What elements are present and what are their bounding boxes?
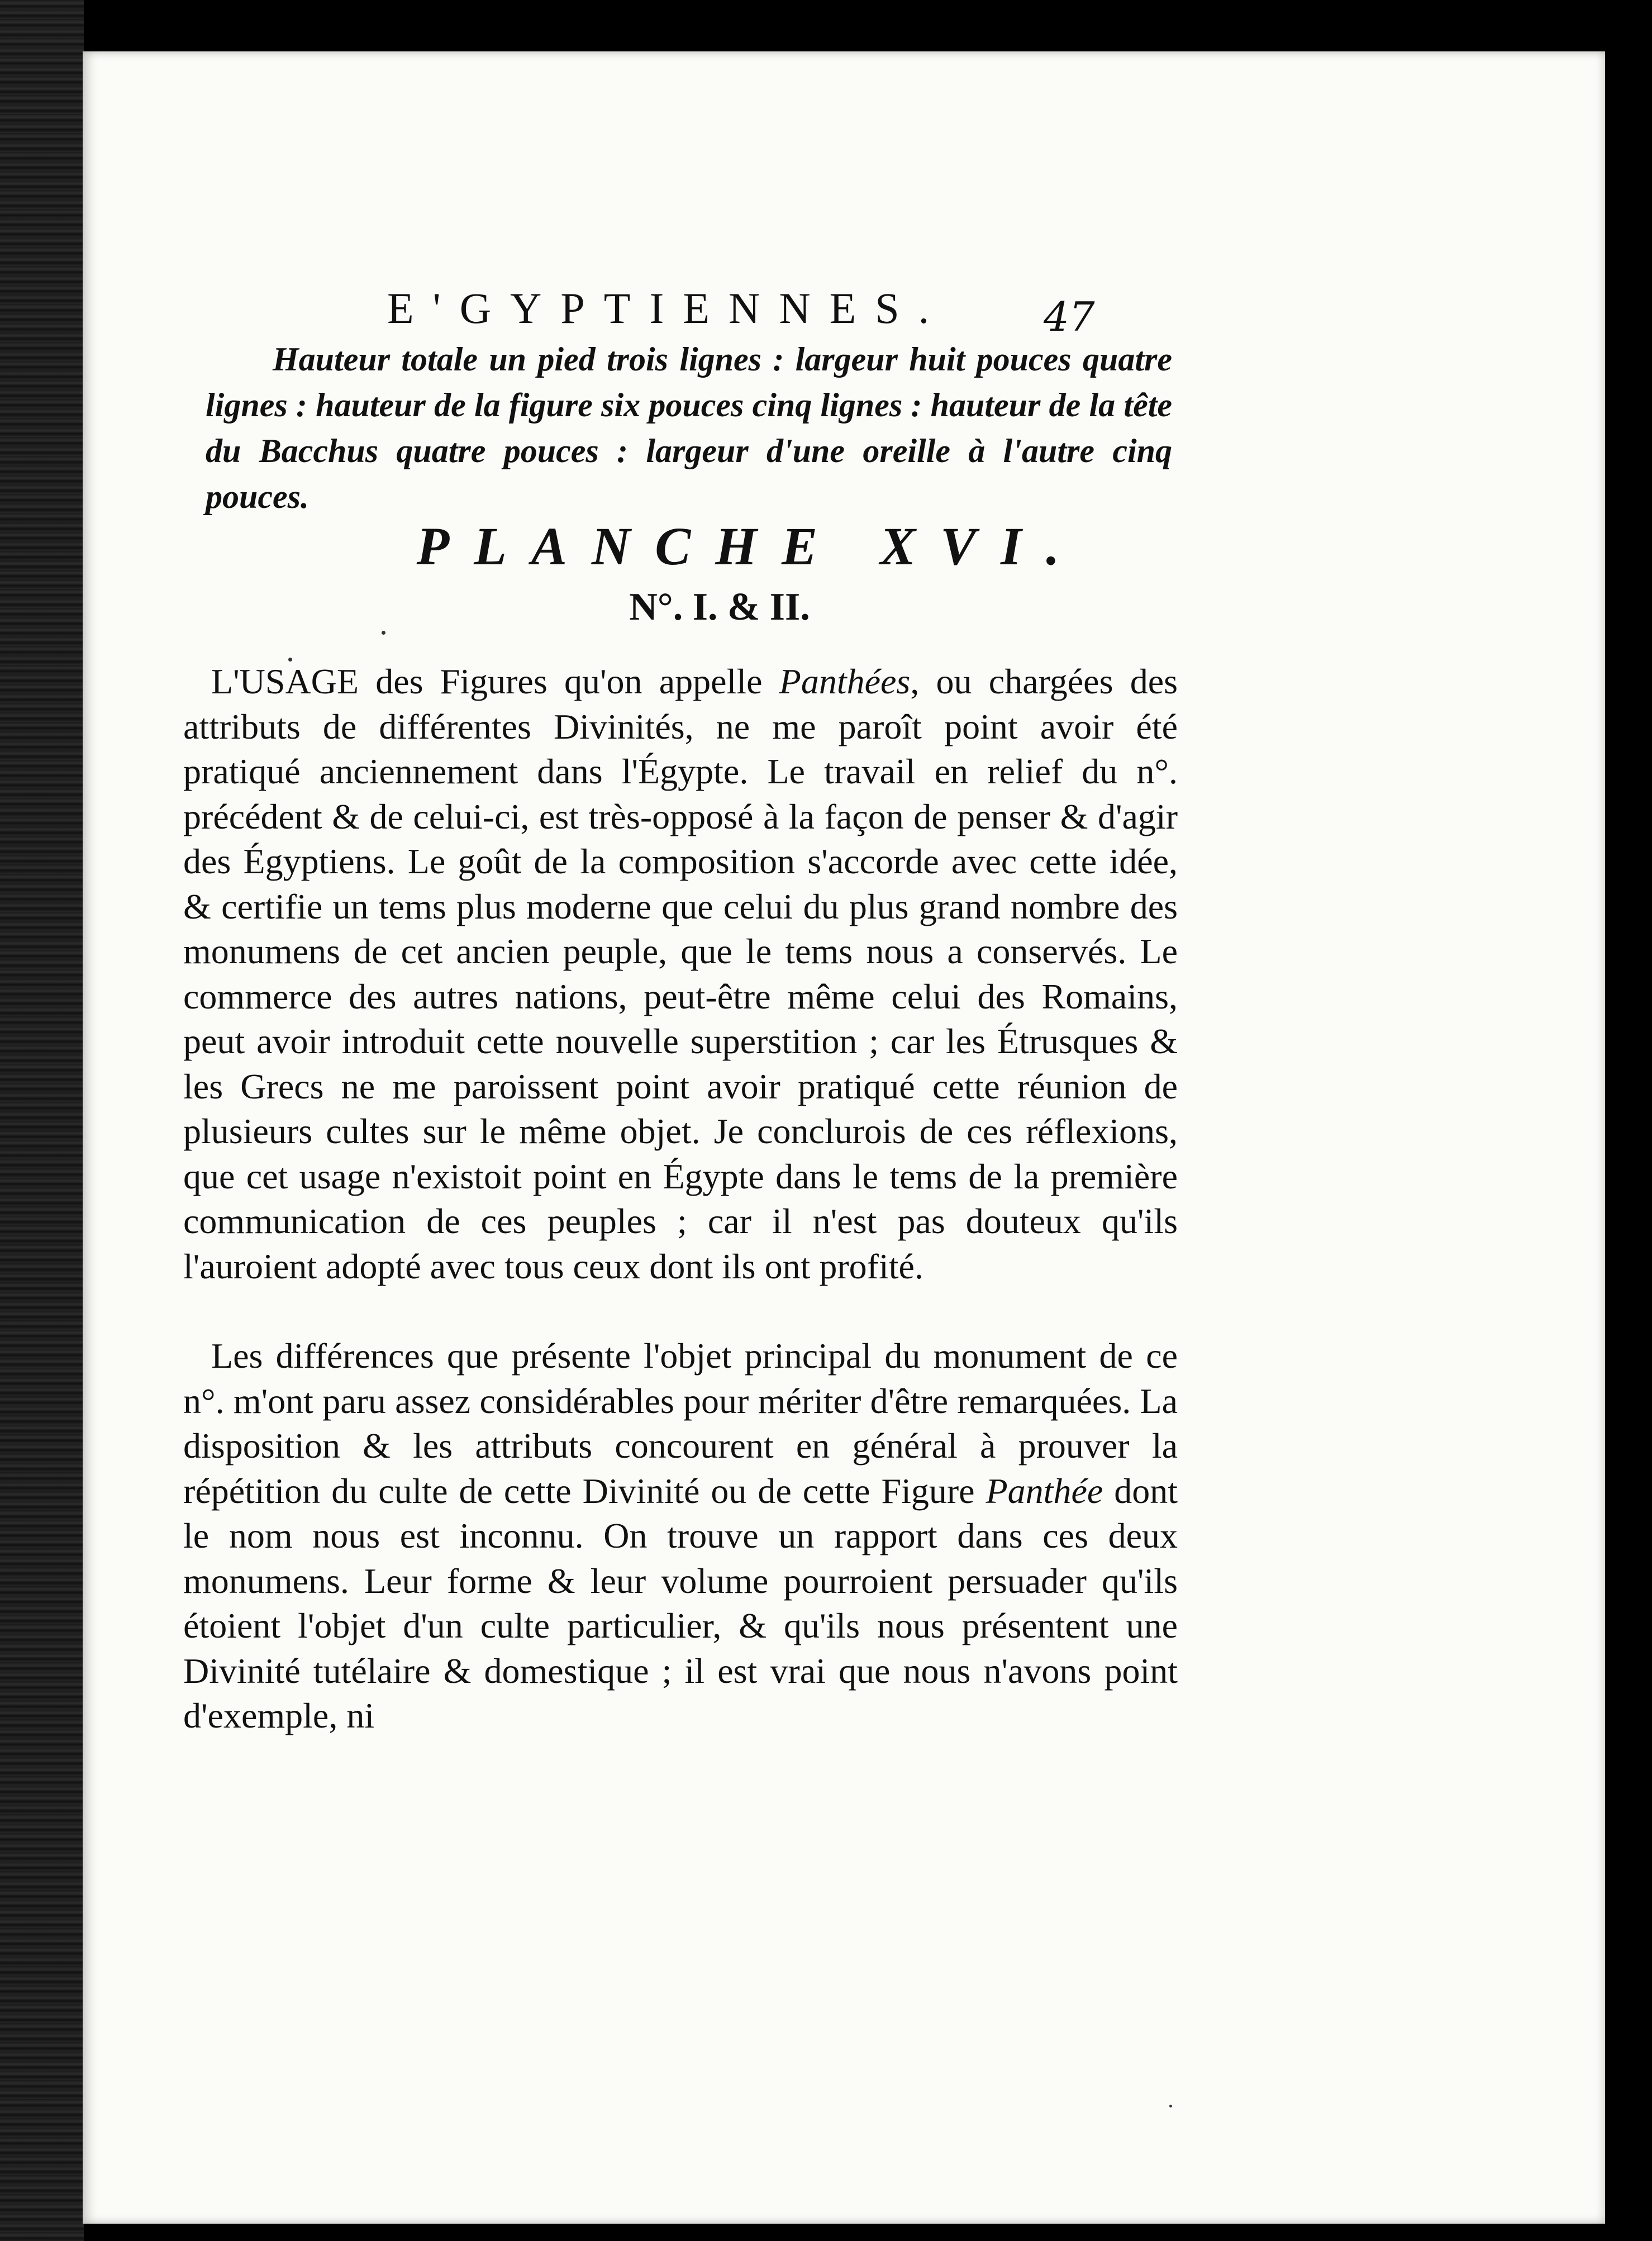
running-head [83,283,1605,340]
paragraph-2-text-a: Les différences que présente l'objet principal du monument de ce n°. m'ont paru assez considérables pour mériter d'être remarquées. La disposition & les attributs concourent en général à prouver la répétition du culte de cette Divinité ou de cette Figure [183,1336,1178,1511]
paragraph-1 [183,659,1178,1289]
book-page [83,51,1605,2224]
scan-border-right [1599,0,1652,2241]
paragraph-1-text-a: des Figures qu'on appelle [358,662,779,701]
paragraph-2-italic: Panthée [986,1471,1103,1511]
paragraph-2-text-b: dont le nom nous est inconnu. On trouve un rapport dans ces deux monumens. Leur forme & leur volume pourroient persuader qu'ils étoient l'objet d'un culte particulier, & qu'ils nous présentent une Divinité tutélaire & domestique ; il est vrai que nous n'avons point d'exemple, ni [183,1471,1178,1735]
ink-speck [1169,2105,1172,2107]
scan-border-left [0,0,84,2241]
plate-number: N°. I. & II. [629,586,810,629]
paragraph-2 [183,1334,1178,1739]
paragraph-1-text-b: , ou chargées des attributs de différentes Divinités, ne me paroît point avoir été pratiqué anciennement dans l'Égypte. Le travail en relief du n°. précédent & de celui-ci, est très-opposé à la façon de penser & d'agir des Égyptiens. Le goût de la composition s'accorde avec cette idée, & certifie un tems plus moderne que celui du plus grand nombre des monumens de cet ancien peuple, que le tems nous a conservés. Le commerce des autres nations, peut-être même celui des Romains, peut avoir introduit cette nouvelle superstition ; car les Étrusques & les Grecs ne me paroissent point avoir pratiqué cette réunion de plusieurs cultes sur le même objet. Je conclurois de ces réflexions, que cet usage n'existoit point en Égypte dans le tems de la première communication de ces peuples ; car il n'est pas douteux qu'ils l'auroient adopté avec tous ceux dont ils ont profité. [183,662,1178,1286]
page-number: 47 [1044,293,1095,340]
measurements-note [206,336,1172,520]
running-head-title: E'GYPTIENNES. [387,284,949,332]
paragraph-1-lead: L' [211,662,240,701]
paragraph-1-smallcaps: USAGE [239,662,359,701]
plate-title: PLANCHE XVI. [416,516,1084,576]
paragraph-1-italic: Panthées [779,662,911,701]
measurements-text: Hauteur totale un pied trois lignes : largeur huit pouces quatre lignes : hauteur de la figure six pouces cinq lignes : hauteur de la tête du Bacchus quatre pouces : largeur d'une oreille à l'autre cinq pouces. [206,341,1172,515]
ink-speck [382,631,385,635]
